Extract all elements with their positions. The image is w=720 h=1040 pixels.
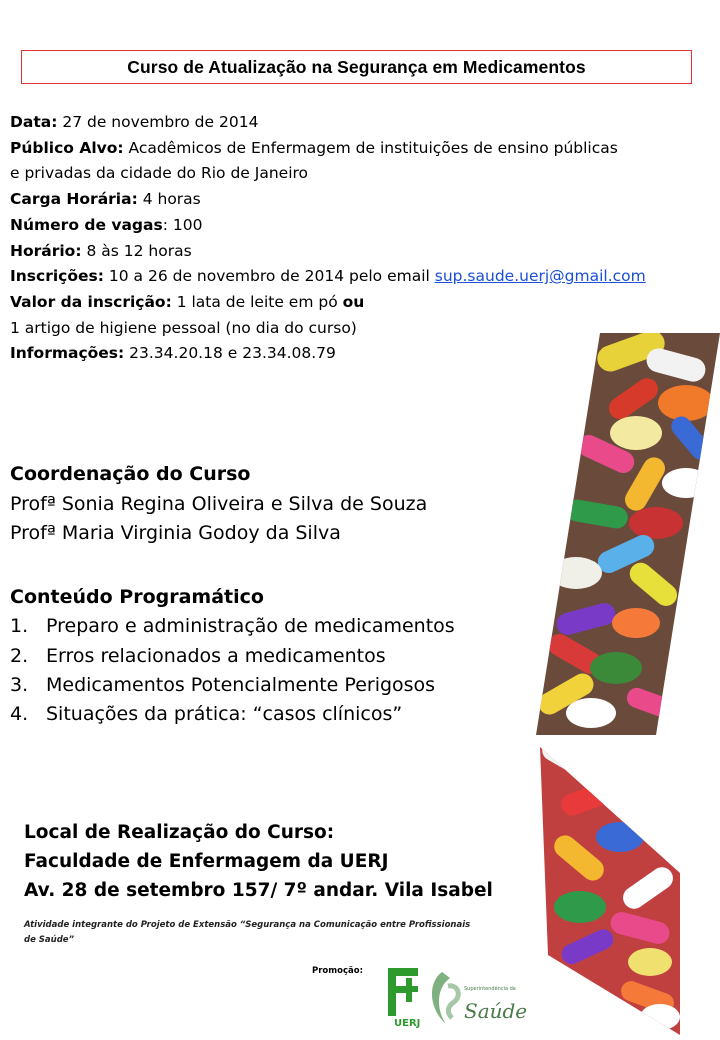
- info-audience: [10, 136, 646, 162]
- item-number: 3.: [10, 673, 29, 696]
- project-note: Atividade integrante do Projeto de Extensão “Segurança na Comunicação entre Profissionais de Saúde”: [24, 920, 471, 945]
- item-number: 2.: [10, 644, 29, 667]
- uerj-logo-text: UERJ: [394, 1018, 421, 1029]
- value-audience: Acadêmicos de Enfermagem de instituições de ensino públicas: [123, 138, 618, 157]
- value-fee: 1 lata de leite em pó: [171, 292, 343, 311]
- list-item: [10, 612, 455, 641]
- list-item: [10, 642, 455, 671]
- info-vacancies: [10, 213, 646, 239]
- value-hours: 4 horas: [137, 190, 201, 209]
- label-date: Data:: [10, 113, 58, 131]
- uerj-logo: [384, 964, 424, 1030]
- label-schedule: Horário:: [10, 241, 82, 260]
- list-item: [10, 700, 455, 729]
- saude-logo-subtitle: Superintendência de: [464, 986, 516, 992]
- label-registration: Inscrições:: [10, 267, 104, 286]
- fee-or: ou: [342, 292, 365, 311]
- info-audience-cont: e privadas da cidade do Rio de Janeiro: [10, 164, 309, 183]
- info-fee: [10, 290, 646, 316]
- coordinator: Profª Maria Virginia Godoy da Silva: [10, 522, 341, 544]
- program-list: [10, 612, 455, 729]
- info-schedule: [10, 239, 646, 265]
- info-hours: [10, 187, 646, 213]
- saude-logo-title: Saúde: [464, 999, 528, 1023]
- medicine-pills-image-2: [540, 747, 680, 1035]
- item-text: Preparo e administração de medicamentos: [46, 615, 455, 638]
- value-vacancies: : 100: [162, 215, 203, 234]
- item-text: Situações da prática: “casos clínicos”: [46, 703, 403, 726]
- saude-logo: [428, 968, 528, 1030]
- venue-section: [24, 818, 493, 905]
- venue-line: Faculdade de Enfermagem da UERJ: [24, 851, 389, 872]
- promotion-label: Promoção:: [312, 966, 363, 976]
- value-registration: 10 a 26 de novembro de 2014 pelo email: [103, 267, 435, 286]
- value-schedule: 8 às 12 horas: [81, 241, 192, 260]
- title-box: [21, 50, 692, 84]
- email-link[interactable]: sup.saude.uerj@gmail.com: [434, 267, 646, 286]
- program-heading: Conteúdo Programático: [10, 586, 264, 608]
- item-text: Erros relacionados a medicamentos: [46, 644, 386, 667]
- coordination-section: [10, 460, 427, 549]
- venue-heading: Local de Realização do Curso:: [24, 822, 335, 843]
- info-date: [10, 110, 646, 136]
- course-info: [10, 110, 646, 367]
- info-registration: [10, 264, 646, 290]
- coordinator: Profª Sonia Regina Oliveira e Silva de Souza: [10, 492, 428, 515]
- coordination-heading: Coordenação do Curso: [10, 463, 251, 485]
- label-contact: Informações:: [10, 344, 125, 363]
- item-text: Medicamentos Potencialmente Perigosos: [46, 673, 436, 696]
- info-fee-cont: 1 artigo de higiene pessoal (no dia do curso): [10, 318, 357, 337]
- medicine-pills-image: [536, 333, 720, 735]
- label-hours: Carga Horária:: [10, 190, 138, 209]
- list-item: [10, 671, 455, 700]
- page-title: Curso de Atualização na Segurança em Medicamentos: [127, 56, 586, 77]
- program-section: [10, 583, 455, 729]
- label-fee: Valor da inscrição:: [10, 292, 172, 311]
- item-number: 1.: [10, 615, 29, 638]
- label-audience: Público Alvo:: [10, 138, 124, 157]
- item-number: 4.: [10, 703, 29, 726]
- label-vacancies: Número de vagas: [10, 215, 163, 234]
- venue-address: Av. 28 de setembro 157/ 7º andar. Vila Isabel: [24, 880, 493, 901]
- value-date: 27 de novembro de 2014: [57, 113, 259, 131]
- value-contact: 23.34.20.18 e 23.34.08.79: [124, 344, 336, 363]
